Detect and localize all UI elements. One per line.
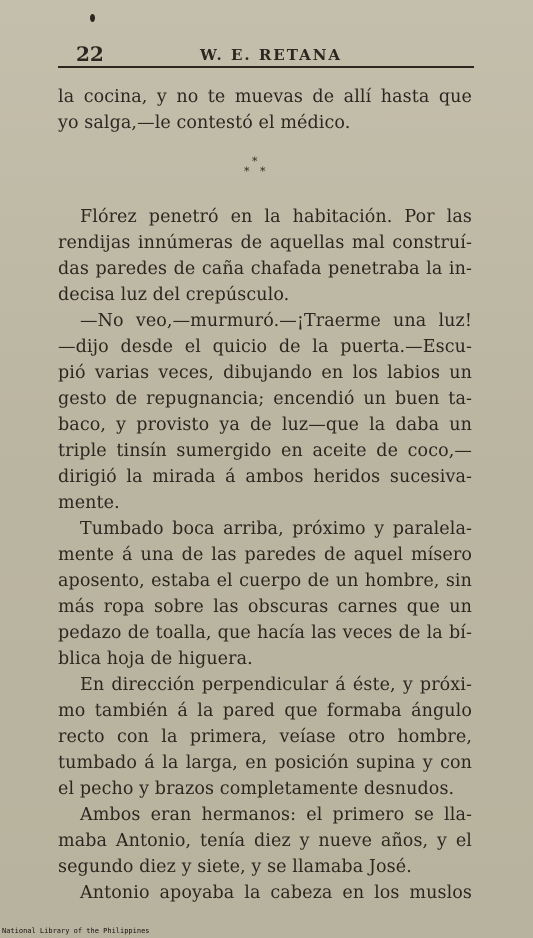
text-line: pedazo de toalla, que hacía las veces de la bí- xyxy=(58,623,472,643)
text-line: Tumbado boca arriba, próximo y paralela- xyxy=(80,519,472,539)
text-line: segundo diez y siete, y se llamaba José. xyxy=(58,857,412,877)
text-line: decisa luz del crepúsculo. xyxy=(58,285,290,305)
text-line: triple tinsín sumergido en aceite de coco,— xyxy=(58,441,472,461)
text-line: mente á una de las paredes de aquel mísero xyxy=(58,545,472,565)
page-header xyxy=(58,40,472,66)
text-line: aposento, estaba el cuerpo de un hombre, sin xyxy=(58,571,472,591)
text-line: Flórez penetró en la habitación. Por las xyxy=(80,207,472,227)
text-line: —No veo,—murmuró.—¡Traerme una luz! xyxy=(80,311,472,331)
asterism-star-left: * xyxy=(244,165,250,178)
text-line: tumbado á la larga, en posición supina y con xyxy=(58,753,472,773)
text-line: —dijo desde el quicio de la puerta.—Escu- xyxy=(58,337,472,357)
text-line: mente. xyxy=(58,493,120,513)
asterism-star-right: * xyxy=(260,165,266,178)
text-line: das paredes de caña chafada penetraba la in- xyxy=(58,259,472,279)
ink-spot xyxy=(90,14,95,22)
asterism-star-top: * xyxy=(252,155,258,168)
text-line: gesto de repugnancia; encendió un buen ta- xyxy=(58,389,472,409)
text-line: pió varias veces, dibujando en los labios un xyxy=(58,363,472,383)
text-line: la cocina, y no te muevas de allí hasta que xyxy=(58,87,472,107)
text-line: blica hoja de higuera. xyxy=(58,649,253,669)
text-line: En dirección perpendicular á éste, y próxi- xyxy=(80,675,472,695)
text-line: maba Antonio, tenía diez y nueve años, y el xyxy=(58,831,472,851)
text-line: Antonio apoyaba la cabeza en los muslos xyxy=(80,883,472,903)
library-credit: National Library of the Philippines xyxy=(2,927,150,935)
text-line: rendijas innúmeras de aquellas mal construí- xyxy=(58,233,472,253)
text-line: baco, y provisto ya de luz—que la daba un xyxy=(58,415,472,435)
text-line: dirigió la mirada á ambos heridos sucesiva- xyxy=(58,467,472,487)
text-line: más ropa sobre las obscuras carnes que un xyxy=(58,597,472,617)
text-line: recto con la primera, veíase otro hombre, xyxy=(58,727,472,747)
header-rule xyxy=(58,66,474,68)
text-line: el pecho y brazos completamente desnudos. xyxy=(58,779,455,799)
asterism-ornament xyxy=(242,156,272,184)
text-line: yo salga,—le contestó el médico. xyxy=(58,113,351,133)
text-line: mo también á la pared que formaba ángulo xyxy=(58,701,472,721)
running-head: W. E. RETANA xyxy=(200,46,343,64)
text-line: Ambos eran hermanos: el primero se lla- xyxy=(80,805,472,825)
page-number: 22 xyxy=(76,42,104,66)
